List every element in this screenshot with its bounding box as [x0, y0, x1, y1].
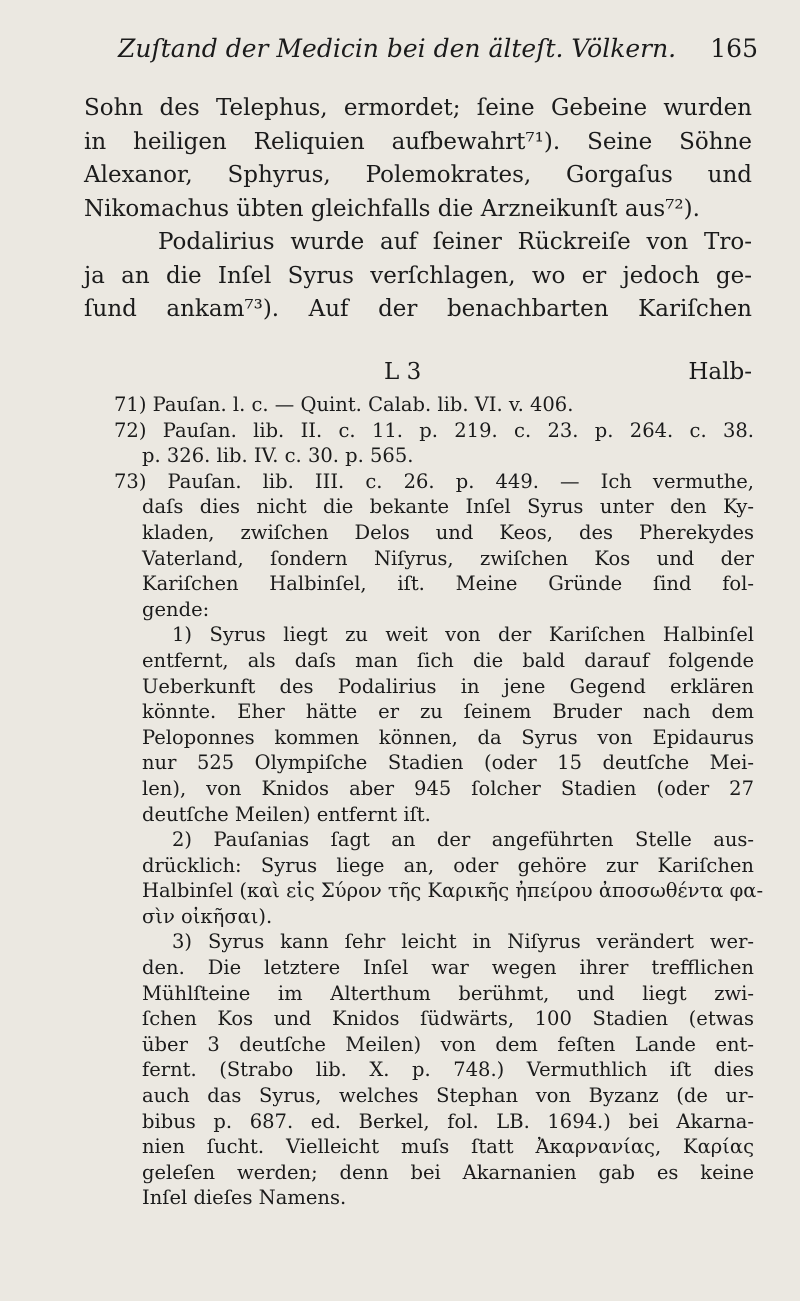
footnote-line: über 3 deutſche Meilen) von dem feſten Lande ent-	[142, 1032, 754, 1056]
text-line: in heiligen Reliquien aufbewahrt⁷¹). Seine Söhne	[84, 128, 752, 155]
footnote-line: gende:	[142, 597, 210, 621]
footnotes	[114, 392, 764, 1211]
footnote-line: Kariſchen Halbinſel, iſt. Meine Gründe ſind fol-	[142, 572, 754, 596]
footnote-line: 2) Pauſanias ſagt an der angeführten Stelle aus-	[172, 828, 754, 852]
footnote-line: 3) Syrus kann ſehr leicht in Niſyrus verändert wer-	[172, 930, 754, 954]
text-line: Alexanor, Sphyrus, Polemokrates, Gorgaſus und	[84, 162, 752, 188]
catchword: Halb-	[688, 359, 752, 385]
page-header	[118, 34, 758, 63]
footnote-line: drücklich: Syrus liege an, oder gehöre zur Kariſchen	[142, 853, 754, 877]
footnote-line: Vaterland, ſondern Niſyrus, zwiſchen Kos und der	[142, 546, 754, 570]
footnote-line: nien ſucht. Vielleicht muſs ſtatt Ἀκαρνανίας, Καρίας	[142, 1135, 754, 1159]
footnote-line: len), von Knidos aber 945 ſolcher Stadien (oder 27	[142, 776, 754, 800]
footnote-line: kladen, zwiſchen Delos und Keos, des Pherekydes	[142, 520, 754, 544]
footnote-line: 1) Syrus liegt zu weit von der Kariſchen Halbinſel	[172, 623, 754, 647]
footnote-line: 73) Pauſan. lib. III. c. 26. p. 449. — Ich vermuthe,	[114, 469, 754, 493]
footnote-line: 71) Pauſan. l. c. — Quint. Calab. lib. VI. v. 406.	[114, 393, 574, 416]
main-text	[84, 92, 752, 327]
footnote-line: fernt. (Strabo lib. X. p. 748.) Vermuthlich iſt dies	[142, 1058, 754, 1082]
footnote-line: Halbinſel (καὶ εἰς Σύρον τῆς Καρικῆς ἠπείρου ἀποσωθέντα φα-	[142, 879, 764, 903]
footnote-line: deutſche Meilen) entfernt iſt.	[142, 802, 431, 826]
footnote-line: entfernt, als daſs man ſich die bald darauf folgende	[142, 648, 754, 672]
footnote-line: p. 326. lib. IV. c. 30. p. 565.	[142, 444, 414, 468]
running-title: Zuſtand der Medicin bei den älteſt. Völkern.	[118, 34, 677, 63]
footnote-line: bibus p. 687. ed. Berkel, fol. LB. 1694.) bei Akarna-	[142, 1109, 754, 1133]
footnote-line: 72) Pauſan. lib. II. c. 11. p. 219. c. 23. p. 264. c. 38.	[114, 418, 754, 442]
text-line: ſund ankam⁷³). Auf der benachbarten Kariſchen	[84, 296, 752, 322]
text-line: Nikomachus übten gleichfalls die Arzneikunſt aus⁷²).	[84, 195, 700, 222]
footnote-line: ſchen Kos und Knidos ſüdwärts, 100 Stadien (etwas	[142, 1007, 754, 1031]
text-line: Podalirius wurde auf ſeiner Rückreiſe von Tro-	[158, 229, 752, 255]
footnote-line: daſs dies nicht die bekante Inſel Syrus unter den Ky-	[142, 495, 754, 519]
footnote-line: den. Die letztere Inſel war wegen ihrer trefflichen	[142, 956, 754, 980]
footnote-line: geleſen werden; denn bei Akarnanien gab es keine	[142, 1160, 754, 1184]
footnote-line: σὶν οἰκῆσαι).	[142, 904, 273, 928]
page-number: 165	[710, 34, 758, 63]
footnote-line: Peloponnes kommen können, da Syrus von Epidaurus	[142, 725, 754, 749]
text-line: Sohn des Telephus, ermordet; ſeine Gebeine wurden	[84, 95, 752, 121]
footnote-line: Mühlſteine im Alterthum berühmt, und liegt zwi-	[142, 981, 754, 1005]
footnote-line: Inſel dieſes Namens.	[142, 1186, 347, 1210]
footnote-line: auch das Syrus, welches Stephan von Byzanz (de ur-	[142, 1084, 754, 1108]
signature-mark: L 3	[384, 359, 422, 385]
text-line: ja an die Inſel Syrus verſchlagen, wo er jedoch ge-	[84, 262, 752, 289]
footnote-line: nur 525 Olympiſche Stadien (oder 15 deutſche Mei-	[142, 751, 754, 775]
footnote-line: Ueberkunft des Podalirius in jene Gegend erklären	[142, 674, 754, 698]
footnote-line: könnte. Eher hätte er zu ſeinem Bruder nach dem	[142, 700, 754, 724]
